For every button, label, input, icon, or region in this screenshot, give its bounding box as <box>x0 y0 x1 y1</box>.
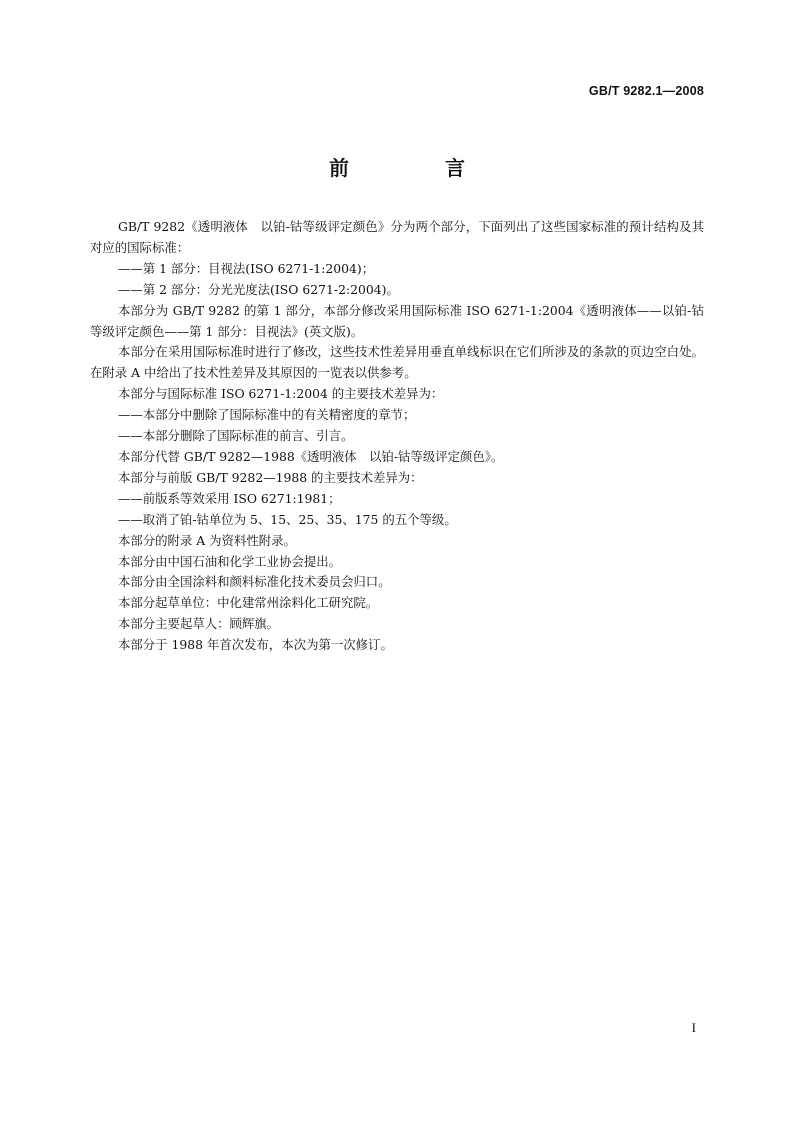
page-number: I <box>691 1020 696 1035</box>
paragraph-replaces: 本部分代替 GB/T 9282—1988《透明液体 以铂-钴等级评定颜色》。 <box>118 448 504 464</box>
page-title: 前 言 <box>329 156 503 180</box>
list-item-previous-1: ——前版系等效采用 ISO 6271:1981； <box>118 490 341 506</box>
standard-code: GB/T 9282.1—2008 <box>588 84 704 98</box>
paragraph-differences-previous: 本部分与前版 GB/T 9282—1988 的主要技术差异为： <box>118 469 423 485</box>
paragraph-structure-intro: GB/T 9282《透明液体 以铂-钴等级评定颜色》分为两个部分，下面列出了这些国家标准的预计结构及其对应的国际标准： <box>90 219 704 255</box>
list-item-part-1: ——第 1 部分：目视法(ISO 6271-1:2004)； <box>118 260 375 276</box>
paragraph-differences-iso: 本部分与国际标准 ISO 6271-1:2004 的主要技术差异为： <box>118 386 444 402</box>
list-item-previous-2: ——取消了铂-钴单位为 5、15、25、35、175 的五个等级。 <box>118 511 457 527</box>
foreword-body <box>90 217 704 656</box>
list-item-difference-1: ——本部分中删除了国际标准中的有关精密度的章节； <box>118 407 416 423</box>
paragraph-drafters: 本部分主要起草人：顾辉旗。 <box>118 616 280 632</box>
list-item-difference-2: ——本部分删除了国际标准的前言、引言。 <box>118 428 354 444</box>
paragraph-under-jurisdiction: 本部分由全国涂料和颜料标准化技术委员会归口。 <box>118 574 391 590</box>
list-item-part-2: ——第 2 部分：分光光度法(ISO 6271-2:2004)。 <box>118 281 399 297</box>
paragraph-drafting-unit: 本部分起草单位：中化建常州涂料化工研究院。 <box>118 595 379 611</box>
paragraph-adoption: 本部分为 GB/T 9282 的第 1 部分，本部分修改采用国际标准 ISO 6271-1:2004《透明液体——以铂-钴等级评定颜色——第 1 部分：目视法》(英文版)。 <box>90 302 704 339</box>
paragraph-proposed-by: 本部分由中国石油和化学工业协会提出。 <box>118 553 342 569</box>
paragraph-annex: 本部分的附录 A 为资料性附录。 <box>118 532 296 548</box>
paragraph-history: 本部分于 1988 年首次发布，本次为第一次修订。 <box>118 637 393 653</box>
paragraph-modifications: 本部分在采用国际标准时进行了修改，这些技术性差异用垂直单线标识在它们所涉及的条款的页边空白处。在附录 A 中给出了技术性差异及其原因的一览表以供参考。 <box>90 344 704 381</box>
